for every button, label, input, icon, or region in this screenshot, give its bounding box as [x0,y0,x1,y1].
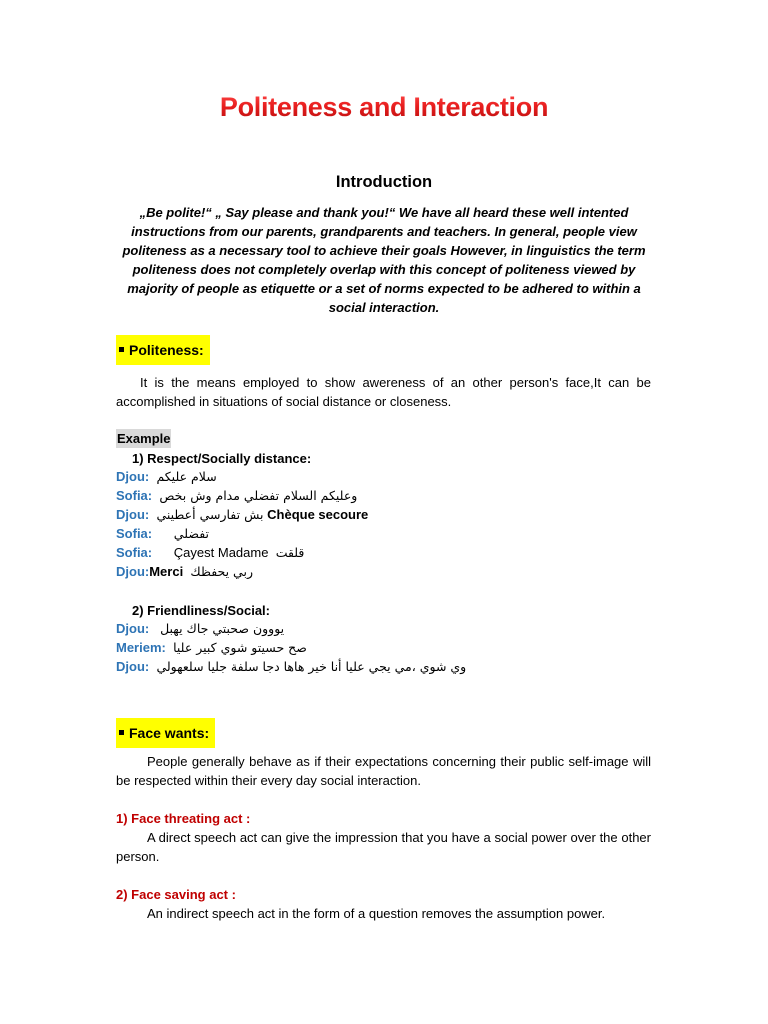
speaker-name: Djou: [116,564,150,579]
friendliness-heading: 2) Friendliness/Social: [132,603,270,618]
arabic-utterance: سلام عليكم [156,469,217,484]
face-wants-heading [116,718,215,748]
politeness-paragraph-text: It is the means employed to show awereness of an other person's face,It can be accomplished in situations of social distance or closeness. [116,375,651,409]
dialogue-line [116,543,304,562]
speaker-name: Djou: [116,659,150,674]
example-label: Example [117,431,171,446]
speaker-name: Djou: [116,469,150,484]
speaker-name: Djou: [116,621,150,636]
introduction-paragraph: „Be polite!“ „ Say please and thank you!“ We have all heard these well intented instructions from our parents, grandparents and teachers. In general, people view politeness as a necessary tool to achieve their goals However, in linguistics the term politeness does not completely overlap with this concept of politeness viewed by majority of people as etiquette or a set of norms expected to be adhered to within a social interaction. [122,205,646,315]
arabic-utterance: يووون صحبتي جاك يهبل [160,621,285,636]
speaker-name: Sofia: [116,545,153,560]
face-wants-heading-label: Face wants: [129,725,210,741]
speaker-name: Sofia: [116,488,153,503]
face-threatening-text: A direct speech act can give the impression that you have a social power over the other person. [116,830,651,864]
face-wants-paragraph-text: People generally behave as if their expectations concerning their public self-image will be respected within their every day social interaction. [116,754,651,788]
arabic-utterance: صح حسيتو شوي كبير عليا [173,640,307,655]
face-saving-text: An indirect speech act in the form of a question removes the assumption power. [147,906,606,921]
arabic-utterance: وعليكم السلام تفضلي مدام وش بخص [159,488,358,503]
bullet-icon [119,347,124,352]
arabic-utterance: قلقت [275,545,305,560]
respect-heading: 1) Respect/Socially distance: [132,451,312,466]
dialogue-line [116,638,307,657]
arabic-utterance: تفضلي [173,526,209,541]
french-utterance: Çayest Madame [173,545,269,560]
bullet-icon [119,730,124,735]
dialogue-line [116,505,368,524]
arabic-utterance: ربي يحفظك [190,564,253,579]
face-threatening-heading: 1) Face threating act : [116,811,251,826]
dialogue-line [116,467,217,486]
speaker-name: Sofia: [116,526,153,541]
politeness-paragraph [116,373,651,411]
dialogue-line [116,524,209,543]
face-saving-paragraph [116,904,651,923]
arabic-utterance: بش تفارسي أعطيني [156,507,264,522]
french-utterance: Merci [149,564,184,579]
face-saving-heading: 2) Face saving act : [116,887,236,902]
speaker-name: Djou: [116,507,150,522]
arabic-utterance: وي شوي ،مي يجي عليا أنا خير هاها دجا سلفة جليا سلعهولي [156,659,467,674]
dialogue-line [116,562,253,581]
face-wants-paragraph [116,752,651,790]
french-utterance: Chèque secoure [267,507,369,522]
dialogue-line [116,657,466,676]
dialogue-line [116,486,357,505]
dialogue-line [116,619,284,638]
document-title: Politeness and Interaction [0,92,768,123]
face-threatening-paragraph [116,828,651,866]
politeness-heading [116,335,210,365]
politeness-heading-label: Politeness: [129,342,204,358]
introduction-heading: Introduction [335,173,433,191]
speaker-name: Meriem: [116,640,166,655]
